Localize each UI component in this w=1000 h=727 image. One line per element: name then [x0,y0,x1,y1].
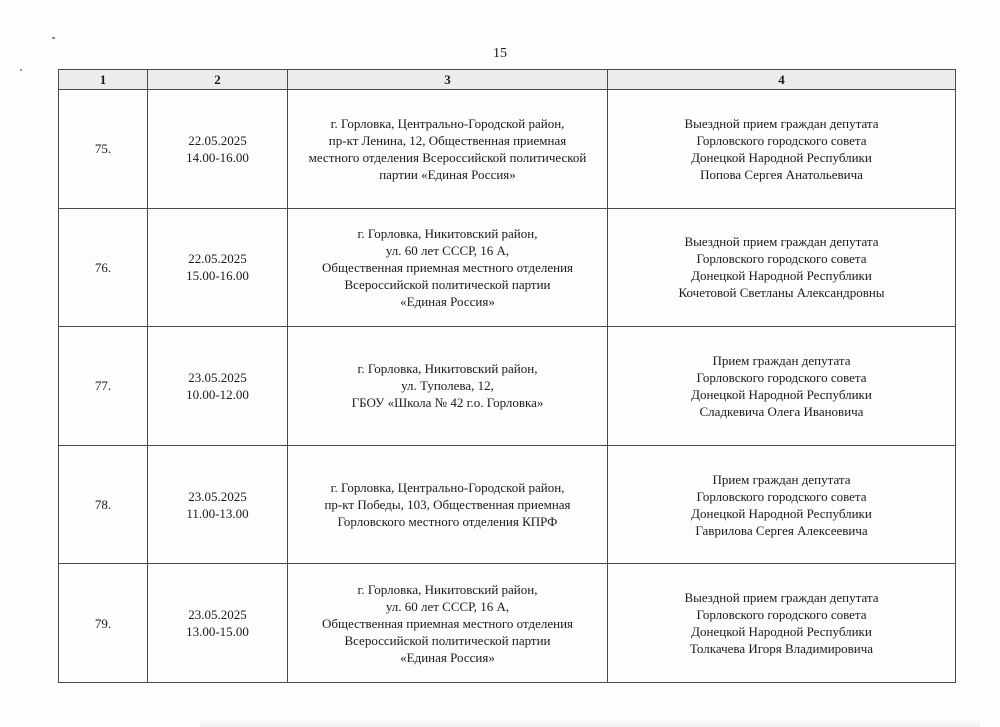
date-time-cell [148,90,288,209]
address-line: Всероссийской политической партии [344,632,551,648]
date-time-cell [148,208,288,327]
row-number: 79. [94,615,112,631]
event-line: Донецкой Народной Республики [691,386,872,402]
date-time-cell [148,327,288,446]
time-range: 10.00-12.00 [186,386,249,402]
address-line: ул. 60 лет СССР, 16 А, [385,598,510,614]
event-line: Горловского городского совета [696,132,867,148]
table-row [59,445,956,564]
scan-speck [20,69,22,71]
event-line: Выездной прием граждан депутата [684,234,879,250]
event-line: Донецкой Народной Республики [691,149,872,165]
event-cell [608,327,956,446]
header-row [59,70,956,90]
column-header: 2 [148,70,288,90]
table-row [59,90,956,209]
date: 23.05.2025 [188,488,247,504]
schedule-table [58,69,956,683]
address-line: г. Горловка, Никитовский район, [357,361,538,377]
table-row [59,327,956,446]
event-line: Горловского городского совета [696,607,867,623]
event-line: Донецкой Народной Республики [691,268,872,284]
date: 22.05.2025 [188,132,247,148]
address-cell [288,327,608,446]
table-row [59,208,956,327]
address-cell [288,90,608,209]
event-line: Прием граждан депутата [712,352,851,368]
address-line: Общественная приемная местного отделения [321,259,574,275]
column-header: 4 [608,70,956,90]
event-line: Горловского городского совета [696,251,867,267]
date: 23.05.2025 [188,369,247,385]
time-range: 13.00-15.00 [186,624,249,640]
address-line: пр-кт Победы, 103, Общественная приемная [324,497,571,513]
address-line: Горловского местного отделения КПРФ [337,514,558,530]
row-number: 77. [94,378,112,394]
scan-edge-shadow [200,719,980,727]
event-cell [608,445,956,564]
event-line: Толкачева Игоря Владимировича [689,641,874,657]
address-line: ул. Туполева, 12, [401,378,494,394]
date-time-cell [148,564,288,683]
address-cell [288,445,608,564]
date: 23.05.2025 [188,607,247,623]
page-number: 15 [493,46,507,61]
row-number: 78. [94,497,112,513]
address-cell [288,564,608,683]
address-line: «Единая Россия» [400,293,495,309]
time-range: 11.00-13.00 [186,505,249,521]
event-line: Гаврилова Сергея Алексеевича [695,522,868,538]
event-cell [608,90,956,209]
address-line: г. Горловка, Центрально-Городской район, [330,480,565,496]
date-time-cell [148,445,288,564]
event-line: Горловского городского совета [696,488,867,504]
event-cell [608,564,956,683]
address-line: г. Горловка, Никитовский район, [357,225,538,241]
address-line: г. Горловка, Никитовский район, [357,581,538,597]
column-header: 1 [59,70,148,90]
date: 22.05.2025 [188,251,247,267]
row-number-cell [59,90,148,209]
address-line: партии «Единая Россия» [379,166,516,182]
address-line: г. Горловка, Центрально-Городской район, [330,115,565,131]
address-line: ул. 60 лет СССР, 16 А, [385,242,510,258]
scan-speck [52,37,55,39]
address-line: Всероссийской политической партии [344,276,551,292]
row-number-cell [59,445,148,564]
event-line: Попова Сергея Анатольевича [700,166,863,182]
address-line: пр-кт Ленина, 12, Общественная приемная [328,132,567,148]
row-number-cell [59,564,148,683]
row-number: 76. [94,259,112,275]
time-range: 15.00-16.00 [186,268,249,284]
address-line: местного отделения Всероссийской политической [308,149,587,165]
address-line: «Единая Россия» [400,649,495,665]
event-line: Донецкой Народной Республики [691,624,872,640]
event-line: Горловского городского совета [696,369,867,385]
address-line: ГБОУ «Школа № 42 г.о. Горловка» [351,395,544,411]
column-header: 3 [288,70,608,90]
event-line: Прием граждан депутата [712,471,851,487]
row-number-cell [59,327,148,446]
event-line: Сладкевича Олега Ивановича [699,403,864,419]
row-number: 75. [94,141,112,157]
row-number-cell [59,208,148,327]
event-line: Выездной прием граждан депутата [684,115,879,131]
event-line: Донецкой Народной Республики [691,505,872,521]
event-cell [608,208,956,327]
address-line: Общественная приемная местного отделения [321,615,574,631]
table-row [59,564,956,683]
event-line: Кочетовой Светланы Александровны [678,285,885,301]
address-cell [288,208,608,327]
time-range: 14.00-16.00 [186,149,249,165]
event-line: Выездной прием граждан депутата [684,590,879,606]
